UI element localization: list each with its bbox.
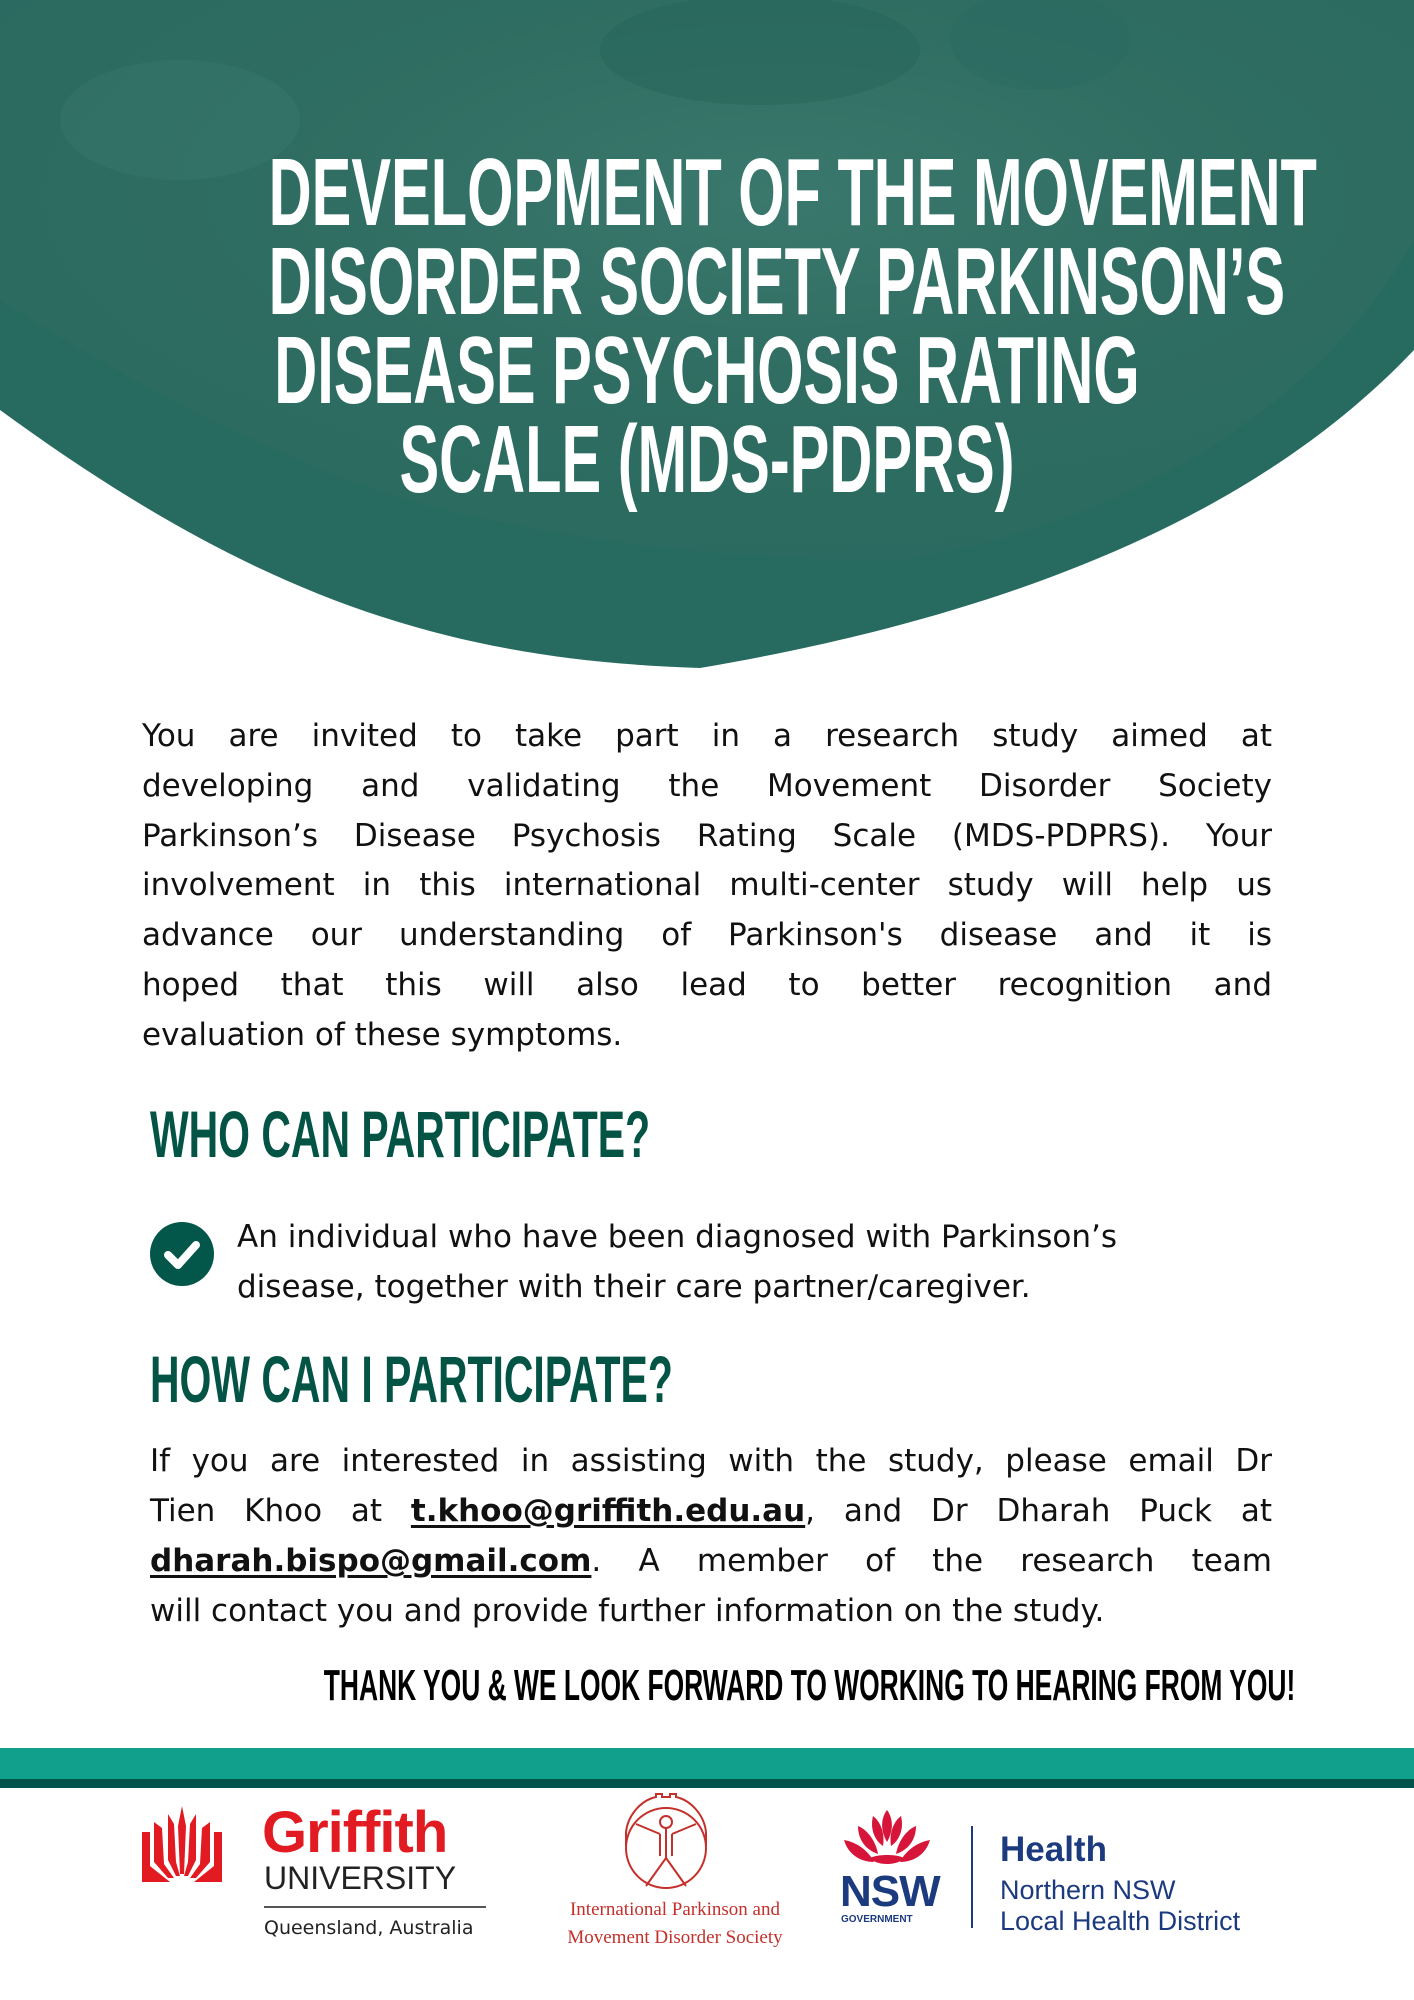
griffith-divider [264,1906,486,1908]
header-banner [0,0,1414,700]
nsw-district-line: Local Health District [1000,1906,1241,1936]
ipmds-logo [540,1792,810,1962]
griffith-university-label: UNIVERSITY [264,1860,457,1896]
email-link-bispo[interactable]: dharah.bispo@gmail.com [150,1543,592,1579]
nsw-government-label: GOVERNMENT [841,1914,913,1925]
nsw-district-label [1000,1875,1240,1937]
how-text-fragment: Tien Khoo at [150,1493,411,1529]
how-line [150,1536,1272,1586]
thank-you-text: THANK YOU & WE LOOK FORWARD TO WORKING TO HEARING FROM YOU! [323,1661,1296,1710]
intro-line: You are invited to take part in a research study aimed at [142,718,1272,754]
griffith-university-logo [140,1800,500,1950]
intro-line: evaluation of these symptoms. [142,1016,623,1053]
eligibility-line: disease, together with their care partner/caregiver. [237,1269,1031,1305]
how-text-fragment: . A member of the research team [591,1543,1272,1579]
ipmds-name-line: Movement Disorder Society [567,1927,783,1948]
nsw-wordmark: NSW [840,1867,940,1916]
how-paragraph [150,1436,1272,1636]
page-title [0,139,1414,513]
title-line: DISEASE PSYCHOSIS RATING [274,317,1140,424]
title-line: SCALE (MDS-PDPRS) [399,406,1015,513]
intro-line: involvement in this international multi-center study will help us [142,867,1272,904]
intro-line: developing and validating the Movement Disorder Society [142,767,1272,804]
footer-band-dark [0,1779,1414,1788]
eligibility-text [237,1212,1287,1312]
how-line [150,1486,1272,1536]
how-line: will contact you and provide further information on the study. [150,1593,1105,1629]
how-line: If you are interested in assisting with the study, please email Dr [150,1443,1272,1479]
nsw-health-label: Health [1000,1830,1107,1869]
intro-line: Parkinson’s Disease Psychosis Rating Scale (MDS-PDPRS). Your [142,817,1272,854]
griffith-name: Griffith [262,1800,448,1865]
who-can-participate-heading: WHO CAN PARTICIPATE? [150,1097,651,1171]
title-line: DISORDER SOCIETY PARKINSON’S [268,228,1286,335]
check-circle-icon [150,1222,214,1286]
nsw-district-line: Northern NSW [1000,1875,1176,1905]
waratah-flower-icon [840,1810,935,1868]
vitruvian-man-icon [616,1792,716,1892]
ipmds-name [540,1896,810,1952]
griffith-emblem-icon [142,1806,222,1886]
nsw-divider [971,1826,973,1928]
footer-band-teal [0,1748,1414,1779]
thank-you-message [0,1661,1414,1710]
email-link-khoo[interactable]: t.khoo@griffith.edu.au [410,1493,806,1529]
how-text-fragment: , and Dr Dharah Puck at [805,1493,1272,1529]
how-can-i-participate-heading: HOW CAN I PARTICIPATE? [150,1342,673,1416]
griffith-location: Queensland, Australia [264,1917,474,1939]
intro-line: advance our understanding of Parkinson's disease and it is [142,917,1272,954]
nsw-health-logo [830,1810,1290,1935]
title-line: DEVELOPMENT OF THE MOVEMENT [268,139,1317,246]
intro-paragraph [142,712,1272,1061]
intro-line: hoped that this will also lead to better recognition and [142,966,1272,1003]
ipmds-name-line: International Parkinson and [569,1899,780,1920]
eligibility-line: An individual who have been diagnosed with Parkinson’s [237,1219,1118,1255]
